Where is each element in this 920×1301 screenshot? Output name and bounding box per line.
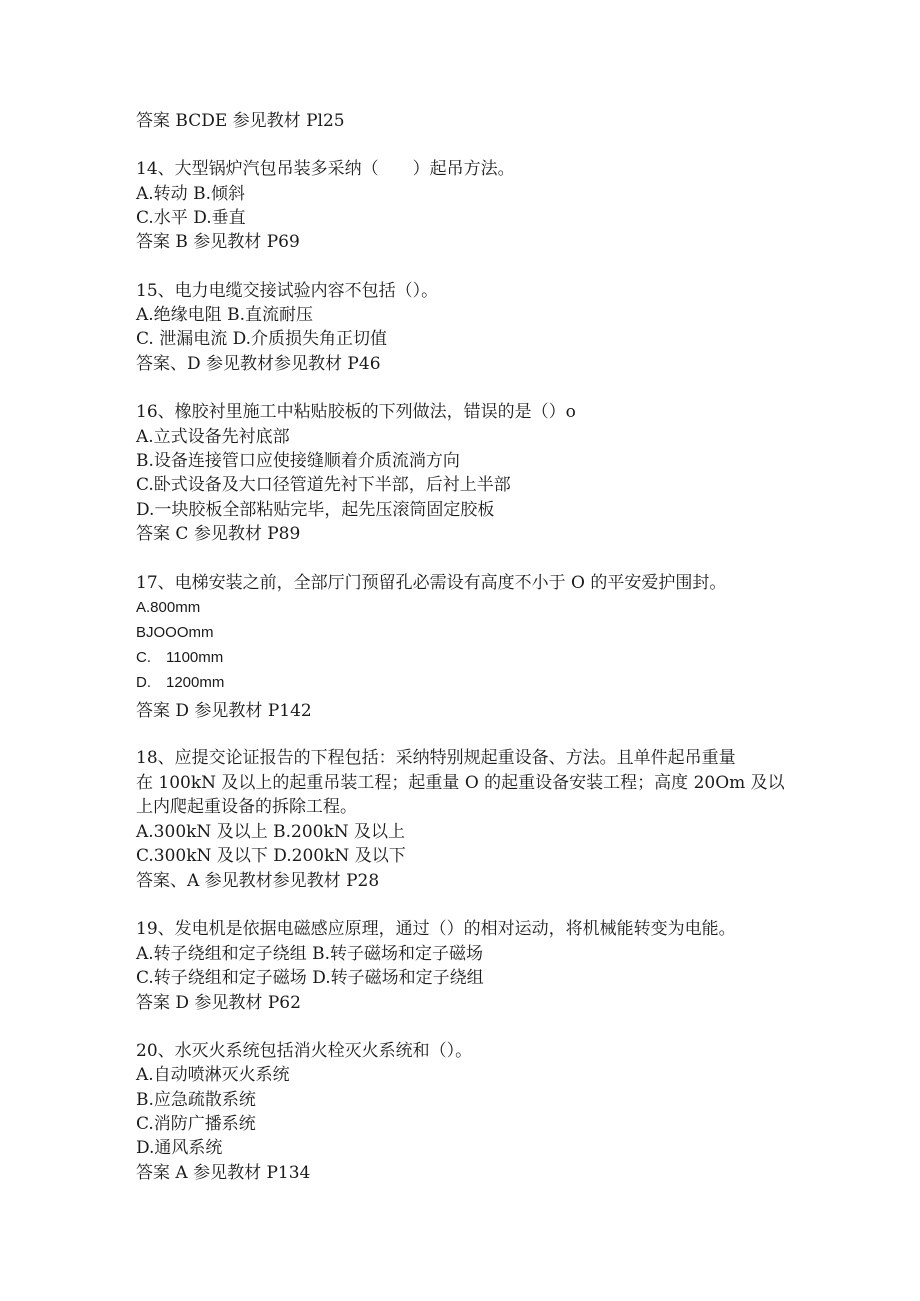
- question-16-option: C.卧式设备及大口径管道先衬下半部，后衬上半部: [136, 475, 511, 495]
- question-15-stem: 15、电力电缆交接试验内容不包括（）。: [136, 281, 439, 301]
- question-17-option: BJOOOmm: [136, 624, 214, 641]
- question-16-answer: 答案 C 参见教材 P89: [136, 524, 301, 544]
- question-17-option: D. 1200mm: [136, 674, 225, 691]
- question-20-option: A.自动喷淋灭火系统: [136, 1065, 290, 1085]
- question-20-stem: 20、水灭火系统包括消火栓灭火系统和（）。: [136, 1041, 473, 1061]
- question-17-answer: 答案 D 参见教材 P142: [136, 701, 312, 721]
- question-19-stem: 19、发电机是依据电磁感应原理，通过（）的相对运动，将机械能转变为电能。: [136, 919, 736, 939]
- question-20-option: B.应急疏散系统: [136, 1090, 256, 1110]
- question-15-option: C. 泄漏电流 D.介质损失角正切值: [136, 329, 388, 349]
- question-20-answer: 答案 A 参见教材 P134: [136, 1163, 311, 1183]
- question-18-stem: 上内爬起重设备的拆除工程。: [136, 797, 357, 817]
- question-16-option: B.设备连接管口应使接缝顺着介质流淌方向: [136, 451, 460, 471]
- question-16-option: D.一块胶板全部粘贴完毕，起先压滚筒固定胶板: [136, 500, 495, 520]
- question-17-option: A.800mm: [136, 599, 201, 616]
- question-20-option: D.通风系统: [136, 1138, 223, 1158]
- question-18-option: A.300kN 及以上 B.200kN 及以上: [136, 822, 406, 842]
- question-14-option: A.转动 B.倾斜: [136, 184, 245, 204]
- question-18-answer: 答案、A 参见教材参见教材 P28: [136, 871, 380, 891]
- question-18-stem: 在 100kN 及以上的起重吊装工程；起重量 O 的起重设备安装工程；高度 20Om 及以: [136, 773, 785, 793]
- question-19-answer: 答案 D 参见教材 P62: [136, 993, 301, 1013]
- question-19-option: C.转子绕组和定子磁场 D.转子磁场和定子绕组: [136, 968, 484, 988]
- question-19-option: A.转子绕组和定子绕组 B.转子磁场和定子磁场: [136, 944, 483, 964]
- question-14-option: C.水平 D.垂直: [136, 208, 246, 228]
- question-17-stem: 17、电梯安装之前，全部厅门预留孔必需设有高度不小于 O 的平安爱护围封。: [136, 573, 727, 593]
- question-18-stem: 18、应提交论证报告的下程包括：采纳特别规起重设备、方法。且单件起吊重量: [136, 748, 736, 768]
- question-15-option: A.绝缘电阻 B.直流耐压: [136, 305, 313, 325]
- question-14-answer: 答案 B 参见教材 P69: [136, 232, 300, 252]
- prev-answer: 答案 BCDE 参见教材 Pl25: [136, 111, 345, 131]
- question-16-stem: 16、橡胶衬里施工中粘贴胶板的下列做法，错误的是（）o: [136, 402, 576, 422]
- question-15-answer: 答案、D 参见教材参见教材 P46: [136, 354, 381, 374]
- question-14-stem: 14、大型锅炉汽包吊装多采纳（ ）起吊方法。: [136, 159, 515, 179]
- question-16-option: A.立式设备先衬底部: [136, 427, 290, 447]
- question-18-option: C.300kN 及以下 D.200kN 及以下: [136, 846, 406, 866]
- question-20-option: C.消防广播系统: [136, 1114, 256, 1134]
- question-17-option: C. 1100mm: [136, 649, 224, 666]
